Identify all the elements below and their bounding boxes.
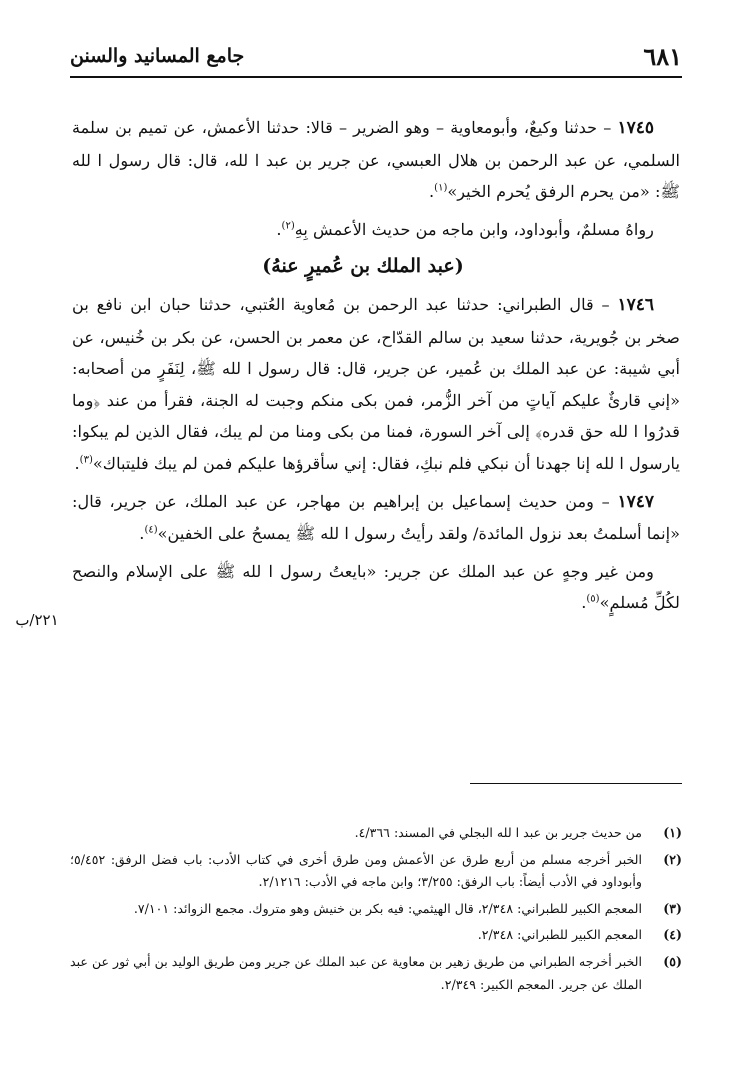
header-rule xyxy=(70,76,682,78)
punctuation: . xyxy=(139,524,145,544)
footnote-item xyxy=(70,951,682,996)
hadith-1747-more xyxy=(72,556,680,619)
hadith-1745-takhrij xyxy=(72,214,680,246)
hadith-1746 xyxy=(72,289,680,480)
footnote-text: المعجم الكبير للطبراني: ٢/٣٤٨. xyxy=(477,927,642,943)
hadith-number: ١٧٤٦ xyxy=(617,294,654,315)
footnote-ref: (٤) xyxy=(144,524,158,536)
punctuation: . xyxy=(276,219,282,239)
footnotes xyxy=(70,822,682,1000)
footnote-ref: (٥) xyxy=(586,593,600,605)
footnote-text: المعجم الكبير للطبراني: ٢/٣٤٨، قال الهيثمي: فيه بكر بن خنيش وهو متروك. مجمع الزوائد: ٧/١٠١. xyxy=(133,900,642,916)
footnote-rule xyxy=(470,783,682,784)
footnote-number: (١) xyxy=(663,825,682,840)
footnote-ref: (١) xyxy=(434,182,448,194)
main-text xyxy=(72,112,680,625)
footnote-text: الخبر أخرجه مسلم من أربع طرق عن الأعمش ومن طرق أخرى في كتاب الأدب: باب فضل الرفق: ٥/٤٥٢؛ وأبوداود في الأدب أيضاً: باب الرفق: ٣/٢٥٥؛ وابن ماجه في الأدب: ٢/١٢١٦. xyxy=(70,851,642,890)
running-title: جامع المسانيد والسنن xyxy=(70,45,245,67)
footnote-text: من حديث جرير بن عبد ا لله البجلي في المسند: ٤/٣٦٦. xyxy=(354,825,642,840)
footnote-number: (٤) xyxy=(663,927,682,943)
footnote-ref: (٢) xyxy=(281,220,295,232)
footnote-item xyxy=(70,849,682,894)
footnote-ref: (٣) xyxy=(79,454,93,466)
footnote-item xyxy=(70,924,682,947)
hadith-text: – حدثنا وكيعٌ، وأبومعاوية – وهو الضرير – قالا: حدثنا الأعمش، عن تميم بن سلمة السلمي، عن عبد الرحمن بن هلال العبسي، عن جرير بن عبد ا لله، قال: قال رسول ا لله ﷺ: «من يحرم الرفق يُحرم الخير» xyxy=(72,118,680,202)
section-heading: (عبد الملك بن عُميرٍ عنهُ) xyxy=(262,255,464,278)
footnote-item xyxy=(70,822,682,845)
page-header xyxy=(70,40,682,72)
hadith-text: – قال الطبراني: حدثنا عبد الرحمن بن مُعاوية العُتبي، حدثنا حبان ابن نافع بن صخر بن جُويرية، حدثنا سعيد بن سالم القدّاح، عن معمر بن الحسن، عن بكر بن خُنيس، عن أبي شيبة: عن عبد الملك بن عُمير، عن جرير، قال: قال رسول ا لله ﷺ، لِنَفَرٍ من أصحابه: «إني قارئٌ عليكم آياتٍ من آخر الزُّمر، فمن بكى منكم وجبت له الجنة، فقرأ من عند ﴿وما قدرُوا ا لله حق قدره﴾ إلى آخر السورة، فمنا من بكى ومنا من لم يبك، فقال الذين لم يبكوا: يارسول ا لله إنا جهدنا أن نبكي فلم نبكِ، فقال: إني سأقرؤها عليكم فمن لم يبك فليتباك» xyxy=(72,294,680,473)
footnote-item xyxy=(70,898,682,921)
page-number: ٦٨١ xyxy=(643,41,682,71)
hadith-1747 xyxy=(72,486,680,550)
punctuation: . xyxy=(581,593,587,613)
footnote-text: الخبر أخرجه الطبراني من طريق زهير بن معاوية عن عبد الملك عن جرير ومن طريق الوليد بن أبي ثور عن عبد الملك عن جرير. المعجم الكبير: ٢/٣٤٩. xyxy=(70,953,642,992)
footnote-number: (٣) xyxy=(663,900,682,916)
punctuation: . xyxy=(429,182,435,202)
footnote-number: (٥) xyxy=(663,953,682,969)
hadith-text: – ومن حديث إسماعيل بن إبراهيم بن مهاجر، عن عبد الملك، عن جرير، قال: «إنما أسلمتُ بعد نزول المائدة/ ولقد رأيتُ رسول ا لله ﷺ يمسحُ على الخفين» xyxy=(72,491,680,544)
hadith-text: ومن غير وجهٍ عن عبد الملك عن جرير: «بايعتُ رسول ا لله ﷺ على الإسلام والنصح لكُلِّ مُسلمٍ» xyxy=(72,561,680,613)
footnote-number: (٢) xyxy=(663,851,682,867)
hadith-1745 xyxy=(72,112,680,208)
hadith-number: ١٧٤٥ xyxy=(617,118,654,138)
punctuation: . xyxy=(74,453,80,473)
takhrij-text: رواهُ مسلمٌ، وأبوداود، وابن ماجه من حديث الأعمش بِهِ xyxy=(294,219,654,239)
margin-folio-note: ٢٢١/ب xyxy=(15,611,59,629)
hadith-number: ١٧٤٧ xyxy=(617,491,654,512)
